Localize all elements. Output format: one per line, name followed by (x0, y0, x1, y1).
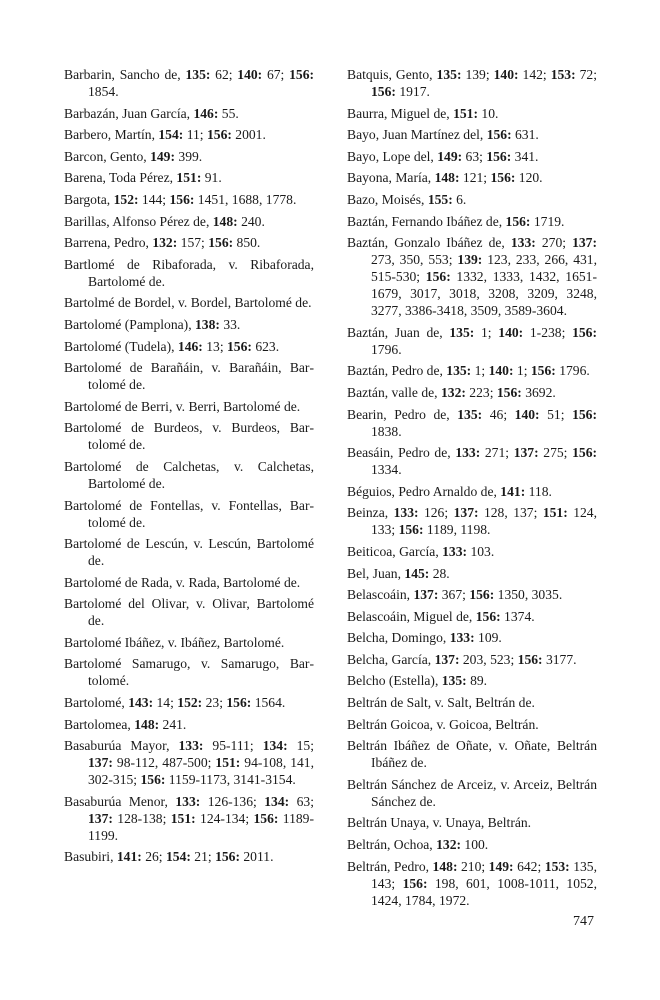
index-entry (347, 543, 597, 560)
index-entry (347, 406, 597, 440)
volume-number: 140: (514, 406, 540, 422)
entry-text: 1451, 1688, 1778. (194, 191, 297, 207)
volume-number: 151: (170, 810, 196, 826)
entry-text: 341. (511, 148, 539, 164)
volume-number: 156: (215, 849, 240, 865)
index-entry (347, 483, 597, 500)
entry-text: 63; (462, 148, 487, 164)
volume-number: 151: (453, 105, 478, 121)
entry-text: Bartolomé Samarugo, v. Samarugo, Bartolomé. (64, 656, 314, 689)
index-entry (347, 565, 597, 582)
entry-text: 15; (287, 738, 314, 754)
volume-number: 148: (134, 716, 160, 732)
entry-text: 103. (467, 543, 495, 559)
index-entry (64, 595, 314, 629)
entry-text: 271; (480, 445, 514, 461)
entry-text: 642; (513, 858, 545, 874)
index-entry (64, 398, 314, 415)
index-entry (64, 359, 314, 393)
volume-number: 156: (490, 170, 516, 186)
entry-text: Beltrán, Ochoa, (347, 837, 437, 853)
entry-text: 631. (511, 127, 539, 143)
volume-number: 141: (500, 483, 526, 499)
entry-text: Barillas, Alfonso Pérez de, (64, 213, 213, 229)
entry-text: 1374. (500, 608, 535, 624)
entry-text: Bartolomé de Berri, v. Berri, Bartolomé de. (64, 398, 301, 414)
entry-text: 123, 233, 266, 431, 515-530; (371, 252, 597, 285)
volume-number: 137: (413, 587, 439, 603)
index-entry (347, 148, 597, 165)
volume-number: 148: (432, 858, 458, 874)
entry-text: 67; (262, 67, 290, 82)
entry-text: 94-108, 141, 302-315; (88, 755, 314, 788)
entry-text: Bayo, Lope del, (347, 148, 438, 164)
entry-text: 62; (210, 67, 238, 82)
volume-number: 149: (437, 148, 463, 164)
entry-text: Baztán, Juan de, (347, 324, 450, 340)
entry-text: Bartolomé de Burdeos, v. Burdeos, Bartolomé de. (64, 420, 314, 453)
index-entry (64, 634, 314, 651)
entry-text: 1; (474, 324, 499, 340)
volume-number: 137: (453, 505, 479, 521)
entry-text: 139; (461, 67, 494, 82)
volume-number: 156: (572, 445, 598, 461)
entry-text: 198, 601, 1008-1011, 1052, 1424, 1784, 1972. (371, 875, 597, 908)
volume-number: 137: (88, 810, 113, 826)
index-entry (347, 105, 597, 122)
entry-text: 1334. (371, 462, 402, 478)
entry-text: 1189-1199. (88, 810, 314, 843)
entry-text: 142; (518, 67, 551, 82)
entry-text: Beltrán Sánchez de Arceiz, v. Arceiz, Beltrán Sánchez de. (347, 776, 597, 809)
volume-number: 152: (113, 191, 139, 207)
index-column-right (347, 66, 597, 913)
volume-number: 132: (152, 235, 178, 251)
entry-text: 63; (289, 793, 314, 809)
entry-text: Bartlomé de Ribaforada, v. Ribaforada, Bartolomé de. (64, 256, 314, 289)
index-entry (64, 294, 314, 311)
entry-text: 203, 523; (459, 651, 518, 667)
entry-text: Bel, Juan, (347, 565, 405, 581)
index-entry (64, 737, 314, 788)
index-entry (347, 814, 597, 831)
entry-text: Beltrán, Pedro, (347, 858, 433, 874)
entry-text: 124-134; (195, 810, 254, 826)
entry-text: Bartolomé de Rada, v. Rada, Bartolomé de. (64, 574, 301, 590)
entry-text: 2001. (231, 127, 266, 143)
entry-text: Bearin, Pedro de, (347, 406, 458, 422)
index-entry (347, 716, 597, 733)
page-number: 747 (573, 914, 594, 929)
entry-text: 89. (466, 673, 488, 689)
index-entry (64, 234, 314, 251)
volume-number: 156: (425, 269, 451, 285)
entry-text: Bartolomé de Fontellas, v. Fontellas, Bartolomé de. (64, 497, 314, 530)
volume-number: 137: (434, 651, 460, 667)
index-entry (64, 213, 314, 230)
volume-number: 156: (475, 608, 501, 624)
volume-number: 137: (572, 235, 597, 251)
index-entry (64, 458, 314, 492)
entry-text: 33. (219, 316, 241, 332)
entry-text: Baztán, Fernando Ibáñez de, (347, 213, 506, 229)
entry-text: 3692. (521, 384, 556, 400)
index-column-left (64, 66, 314, 870)
volume-number: 156: (206, 127, 232, 143)
entry-text: Barrena, Pedro, (64, 235, 153, 251)
index-entry (64, 105, 314, 122)
entry-text: Beltrán Unaya, v. Unaya, Beltrán. (347, 815, 532, 831)
index-entry (64, 574, 314, 591)
entry-text: 1796. (555, 363, 590, 379)
entry-text: 26; (141, 849, 166, 865)
volume-number: 154: (158, 127, 184, 143)
entry-text: 1; (513, 363, 531, 379)
entry-text: Bartolomé del Olivar, v. Olivar, Bartolomé de. (64, 596, 314, 629)
index-entry (347, 126, 597, 143)
index-entry (347, 66, 597, 100)
entry-text: Basaburúa Mayor, (64, 738, 179, 754)
entry-text: Belcho (Estella), (347, 673, 442, 689)
volume-number: 133: (449, 630, 475, 646)
entry-text: 95-111; (203, 738, 263, 754)
volume-number: 154: (165, 849, 191, 865)
entry-text: Barbazán, Juan García, (64, 105, 194, 121)
entry-text: Basubiri, (64, 849, 117, 865)
volume-number: 156: (486, 127, 512, 143)
entry-text: Bartolomea, (64, 716, 135, 732)
index-entry (347, 384, 597, 401)
index-entry (347, 776, 597, 810)
entry-text: Bazo, Moisés, (347, 191, 428, 207)
volume-number: 156: (227, 338, 252, 354)
index-entry (347, 858, 597, 909)
entry-text: Baztán, Pedro de, (347, 363, 447, 379)
index-entry (347, 672, 597, 689)
volume-number: 137: (88, 755, 113, 771)
entry-text: 109. (474, 630, 502, 646)
entry-text: 21; (190, 849, 216, 865)
index-entry (347, 608, 597, 625)
index-entry (347, 629, 597, 646)
index-entry (347, 324, 597, 358)
entry-text: 1332, 1333, 1432, 1651-1679, 3017, 3018, 3208, 3209, 3248, 3277, 3386-3418, 3509, 3589-3604. (371, 269, 597, 319)
entry-text: Beiticoa, García, (347, 543, 443, 559)
entry-text: 120. (515, 170, 543, 186)
entry-text: 399. (175, 148, 203, 164)
entry-text: Basaburúa Menor, (64, 793, 176, 809)
volume-number: 153: (544, 858, 570, 874)
entry-text: Barena, Toda Pérez, (64, 170, 177, 186)
entry-text: Bargota, (64, 191, 114, 207)
entry-text: 124, 133; (371, 505, 597, 538)
volume-number: 156: (402, 875, 428, 891)
entry-text: 275; (538, 445, 573, 461)
entry-text: 240. (237, 213, 265, 229)
entry-text: 98-112, 487-500; (112, 755, 216, 771)
volume-number: 132: (440, 384, 466, 400)
entry-text: 210; (457, 858, 489, 874)
volume-number: 149: (488, 858, 514, 874)
entry-text: 2011. (239, 849, 274, 865)
volume-number: 140: (498, 324, 524, 340)
volume-number: 156: (226, 695, 252, 711)
entry-text: Beasáin, Pedro de, (347, 445, 456, 461)
index-entry (64, 497, 314, 531)
volume-number: 148: (434, 170, 460, 186)
entry-text: Baztán, valle de, (347, 384, 441, 400)
entry-text: 135, 143; (371, 858, 597, 891)
volume-number: 135: (457, 406, 483, 422)
entry-text: Bayo, Juan Martínez del, (347, 127, 487, 143)
index-entry (347, 444, 597, 478)
index-entry (64, 716, 314, 733)
entry-text: 46; (482, 406, 515, 422)
volume-number: 141: (116, 849, 142, 865)
entry-text: 28. (429, 565, 450, 581)
entry-text: Batquis, Gento, (347, 67, 437, 82)
volume-number: 156: (371, 84, 396, 99)
index-entry (64, 316, 314, 333)
volume-number: 148: (212, 213, 238, 229)
entry-text: 126; (418, 505, 454, 521)
volume-number: 140: (488, 363, 514, 379)
entry-text: Bartolomé de Calchetas, v. Calchetas, Bartolomé de. (64, 458, 314, 491)
entry-text: Bartolomé (Tudela), (64, 338, 178, 354)
volume-number: 152: (177, 695, 203, 711)
entry-text: Bartolomé (Pamplona), (64, 316, 195, 332)
entry-text: 6. (452, 191, 467, 207)
volume-number: 146: (177, 338, 203, 354)
entry-text: 850. (233, 235, 261, 251)
entry-text: 11; (183, 127, 207, 143)
entry-text: 1854. (88, 84, 119, 99)
index-entry (347, 191, 597, 208)
entry-text: Baztán, Gonzalo Ibáñez de, (347, 235, 511, 251)
index-entry (64, 419, 314, 453)
volume-number: 133: (510, 235, 536, 251)
volume-number: 134: (264, 793, 290, 809)
entry-text: Belcha, Domingo, (347, 630, 450, 646)
index-entry (347, 362, 597, 379)
entry-text: Bartolomé de Barañáin, v. Barañáin, Bartolomé de. (64, 360, 314, 393)
index-entry (64, 848, 314, 865)
volume-number: 156: (505, 213, 531, 229)
index-entry (64, 191, 314, 208)
entry-text: 121; (459, 170, 491, 186)
volume-number: 146: (193, 105, 219, 121)
index-entry (64, 338, 314, 355)
entry-text: 128, 137; (478, 505, 543, 521)
entry-text: 3177. (542, 651, 577, 667)
entry-text: Barbarin, Sancho de, (64, 67, 186, 82)
entry-text: Beltrán Goicoa, v. Goicoa, Beltrán. (347, 716, 539, 732)
index-entry (347, 586, 597, 603)
volume-number: 156: (140, 772, 166, 788)
volume-number: 156: (398, 522, 424, 538)
volume-number: 156: (496, 384, 522, 400)
index-entry (64, 535, 314, 569)
volume-number: 133: (455, 445, 481, 461)
index-entry (64, 66, 314, 100)
index-entry (347, 504, 597, 538)
volume-number: 151: (542, 505, 568, 521)
entry-text: 273, 350, 553; (371, 252, 458, 268)
entry-text: 1350, 3035. (494, 587, 563, 603)
entry-text: 1796. (371, 341, 402, 357)
volume-number: 140: (493, 67, 519, 82)
entry-text: 91. (201, 170, 222, 186)
volume-number: 135: (436, 67, 462, 82)
entry-text: 51; (539, 406, 573, 422)
volume-number: 153: (550, 67, 576, 82)
volume-number: 156: (530, 363, 556, 379)
entry-text: 1719. (530, 213, 565, 229)
entry-text: 55. (218, 105, 239, 121)
entry-text: Bayona, María, (347, 170, 435, 186)
volume-number: 156: (469, 587, 495, 603)
entry-text: Beltrán de Salt, v. Salt, Beltrán de. (347, 695, 535, 711)
entry-text: Bartolomé, (64, 695, 129, 711)
index-entry (347, 694, 597, 711)
index-entry (347, 737, 597, 771)
index-entry (64, 126, 314, 143)
entry-text: Belascoáin, (347, 587, 414, 603)
entry-text: 128-138; (112, 810, 171, 826)
entry-text: 1-238; (523, 324, 573, 340)
index-entry (347, 651, 597, 668)
entry-text: 241. (159, 716, 187, 732)
index-entry (347, 169, 597, 186)
volume-number: 133: (178, 738, 204, 754)
volume-number: 135: (185, 67, 211, 82)
volume-number: 134: (262, 738, 288, 754)
entry-text: Beltrán Ibáñez de Oñate, v. Oñate, Beltrán Ibáñez de. (347, 738, 597, 771)
volume-number: 156: (208, 235, 234, 251)
volume-number: 137: (513, 445, 539, 461)
entry-text: Béguios, Pedro Arnaldo de, (347, 483, 501, 499)
entry-text: 14; (153, 695, 178, 711)
entry-text: 118. (525, 483, 552, 499)
volume-number: 155: (427, 191, 453, 207)
entry-text: Barcon, Gento, (64, 148, 151, 164)
volume-number: 140: (237, 67, 263, 82)
volume-number: 156: (572, 406, 597, 422)
volume-number: 135: (441, 673, 467, 689)
index-entry (64, 655, 314, 689)
entry-text: Baurra, Miguel de, (347, 105, 454, 121)
volume-number: 156: (517, 651, 543, 667)
entry-text: Barbero, Martín, (64, 127, 159, 143)
index-entry (347, 234, 597, 319)
volume-number: 135: (449, 324, 475, 340)
entry-text: 367; (438, 587, 470, 603)
volume-number: 151: (215, 755, 241, 771)
entry-text: Bartolomé Ibáñez, v. Ibáñez, Bartolomé. (64, 634, 285, 650)
volume-number: 145: (404, 565, 430, 581)
entry-text: 126-136; (200, 793, 265, 809)
volume-number: 139: (457, 252, 483, 268)
entry-text: Beinza, (347, 505, 394, 521)
index-entry (347, 836, 597, 853)
entry-text: 1; (471, 363, 489, 379)
entry-text: Belcha, García, (347, 651, 435, 667)
entry-text: 72; (575, 67, 597, 82)
entry-text: 623. (251, 338, 280, 354)
entry-text: 270; (535, 235, 573, 251)
entry-text: Bartolomé de Lescún, v. Lescún, Bartolomé de. (64, 536, 314, 569)
entry-text: Belascoáin, Miguel de, (347, 608, 476, 624)
index-entry (64, 793, 314, 844)
entry-text: 157; (177, 235, 209, 251)
volume-number: 151: (176, 170, 202, 186)
volume-number: 143: (128, 695, 154, 711)
entry-text: 1189, 1198. (423, 522, 491, 538)
entry-text: 10. (478, 105, 499, 121)
volume-number: 133: (175, 793, 201, 809)
index-entry (347, 213, 597, 230)
index-entry (64, 148, 314, 165)
entry-text: 1159-1173, 3141-3154. (165, 772, 296, 788)
entry-text: Bartolmé de Bordel, v. Bordel, Bartolomé de. (64, 295, 312, 311)
volume-number: 156: (486, 148, 512, 164)
entry-text: 144; (138, 191, 170, 207)
index-entry (64, 694, 314, 711)
volume-number: 138: (195, 316, 220, 332)
entry-text: 13; (202, 338, 227, 354)
volume-number: 132: (436, 837, 462, 853)
volume-number: 133: (442, 543, 468, 559)
index-entry (64, 169, 314, 186)
entry-text: 23; (202, 695, 227, 711)
entry-text: 1564. (251, 695, 286, 711)
volume-number: 133: (393, 505, 419, 521)
entry-text: 223; (465, 384, 497, 400)
volume-number: 149: (150, 148, 175, 164)
volume-number: 156: (289, 67, 315, 82)
volume-number: 156: (572, 324, 597, 340)
index-entry (64, 256, 314, 290)
entry-text: 1917. (395, 84, 430, 99)
entry-text: 100. (461, 837, 489, 853)
volume-number: 156: (169, 191, 195, 207)
entry-text: 1838. (371, 423, 402, 439)
volume-number: 135: (446, 363, 472, 379)
volume-number: 156: (253, 810, 279, 826)
